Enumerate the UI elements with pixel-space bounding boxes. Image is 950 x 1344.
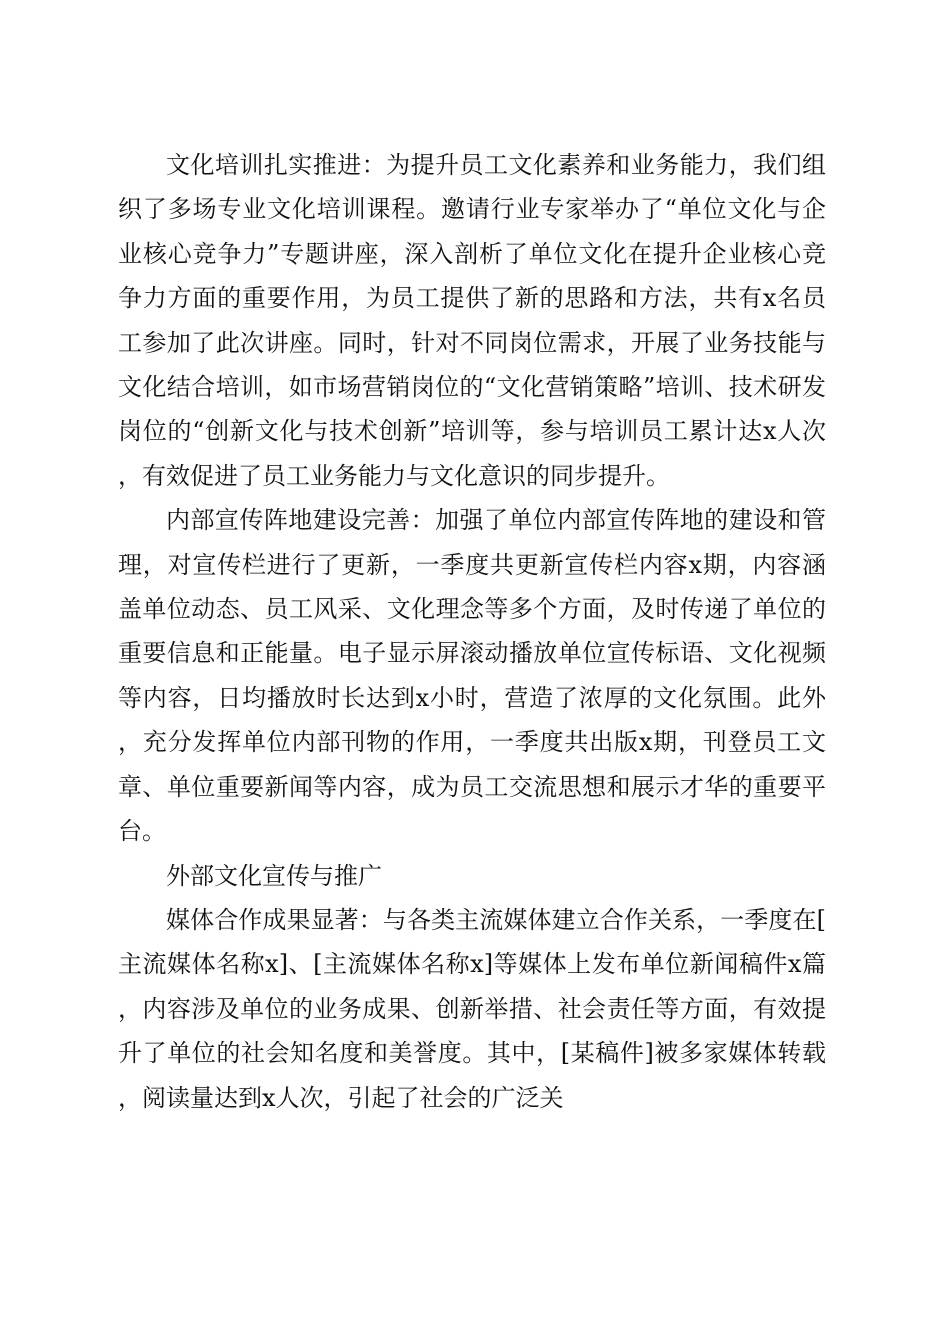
document-body	[118, 143, 826, 1120]
paragraph-internal-publicity: 内部宣传阵地建设完善：加强了单位内部宣传阵地的建设和管理，对宣传栏进行了更新，一季度共更新宣传栏内容x期，内容涵盖单位动态、员工风采、文化理念等多个方面，及时传递了单位的重要信息和正能量。电子显示屏滚动播放单位宣传标语、文化视频等内容，日均播放时长达到x小时，营造了浓厚的文化氛围。此外，充分发挥单位内部刊物的作用，一季度共出版x期，刊登员工文章、单位重要新闻等内容，成为员工交流思想和展示才华的重要平台。	[118, 506, 826, 846]
paragraph-media-cooperation: 媒体合作成果显著：与各类主流媒体建立合作关系，一季度在[主流媒体名称x]、[主流媒体名称x]等媒体上发布单位新闻稿件x篇，内容涉及单位的业务成果、创新举措、社会责任等方面，有效提升了单位的社会知名度和美誉度。其中，[某稿件]被多家媒体转载，阅读量达到x人次，引起了社会的广泛关	[118, 905, 826, 1112]
section-heading-external-publicity: 外部文化宣传与推广	[166, 861, 382, 890]
paragraph-culture-training: 文化培训扎实推进：为提升员工文化素养和业务能力，我们组织了多场专业文化培训课程。邀请行业专家举办了“单位文化与企业核心竞争力”专题讲座，深入剖析了单位文化在提升企业核心竞争力方面的重要作用，为员工提供了新的思路和方法，共有x名员工参加了此次讲座。同时，针对不同岗位需求，开展了业务技能与文化结合培训，如市场营销岗位的“文化营销策略”培训、技术研发岗位的“创新文化与技术创新”培训等，参与培训员工累计达x人次，有效促进了员工业务能力与文化意识的同步提升。	[118, 151, 826, 490]
